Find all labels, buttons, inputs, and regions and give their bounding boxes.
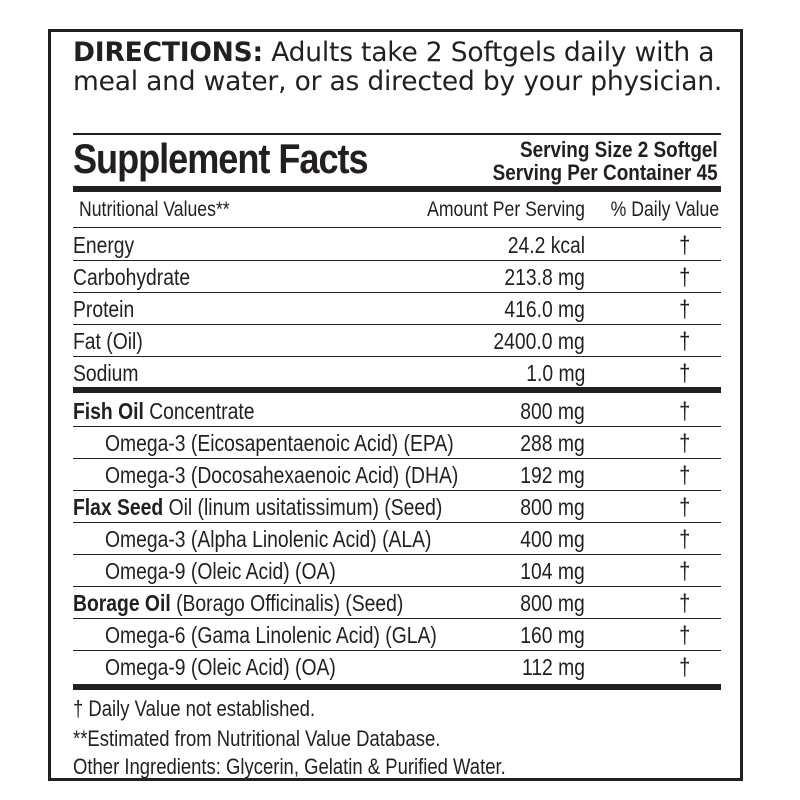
table-row (73, 428, 721, 460)
nutrient-amount: 24.2 kcal (507, 232, 585, 258)
ingredient-name-bold: Flax Seed (73, 494, 164, 520)
row-divider (73, 292, 721, 293)
table-row (73, 230, 721, 262)
header-amount: Amount Per Serving (427, 198, 585, 221)
header-daily-value: % Daily Value (610, 198, 719, 221)
table-row (73, 556, 721, 588)
row-divider (73, 356, 721, 357)
table-row (73, 652, 721, 684)
other-ingredients: Other Ingredients: Glycerin, Gelatin & Purified Water. (73, 754, 506, 779)
table-row (73, 262, 721, 294)
daily-value-mark: † (678, 360, 690, 387)
row-divider (73, 554, 721, 555)
page-title: Supplement Facts (73, 135, 368, 182)
daily-value-mark: † (678, 622, 690, 649)
table-row (73, 294, 721, 326)
ingredient-amount: 800 mg (520, 590, 585, 616)
daily-value-mark: † (678, 264, 690, 291)
ingredient-name-rest: Omega-3 (Alpha Linolenic Acid) (ALA) (105, 526, 432, 552)
daily-value-mark: † (678, 494, 690, 521)
footnote-dagger: † Daily Value not established. (73, 696, 316, 721)
daily-value-mark: † (678, 526, 690, 553)
ingredient-name-rest: Omega-9 (Oleic Acid) (OA) (105, 654, 336, 680)
daily-value-mark: † (678, 232, 690, 259)
ingredient-amount: 288 mg (520, 430, 585, 456)
row-divider (73, 260, 721, 261)
daily-value-mark: † (678, 654, 690, 681)
directions-label: DIRECTIONS: (73, 37, 263, 68)
serving-info (493, 138, 718, 184)
ingredient-name (105, 558, 336, 585)
nutrient-amount: 2400.0 mg (493, 328, 585, 354)
daily-value-mark: † (678, 296, 690, 323)
daily-value-mark: † (678, 430, 690, 457)
ingredient-name (73, 590, 403, 617)
divider-heavy-mid (73, 387, 721, 393)
supplement-facts-panel (48, 29, 743, 781)
ingredient-name-rest: Omega-9 (Oleic Acid) (OA) (105, 558, 336, 584)
table-row (73, 620, 721, 652)
table-row (73, 358, 721, 390)
row-divider (73, 586, 721, 587)
ingredient-name-rest: (Borago Officinalis) (Seed) (170, 590, 404, 616)
ingredient-name-rest: Omega-6 (Gama Linolenic Acid) (GLA) (105, 622, 437, 648)
ingredient-amount: 192 mg (520, 462, 585, 488)
table-row (73, 524, 721, 556)
daily-value-mark: † (678, 590, 690, 617)
ingredient-name (105, 462, 458, 489)
row-divider (73, 324, 721, 325)
ingredient-name-rest: Omega-3 (Docosahexaenoic Acid) (DHA) (105, 462, 459, 488)
ingredient-name-bold: Borage Oil (73, 590, 171, 616)
row-divider (73, 618, 721, 619)
ingredient-amount: 400 mg (520, 526, 585, 552)
ingredient-name (105, 654, 336, 681)
directions-text (73, 38, 733, 96)
nutrient-name: Energy (73, 232, 135, 258)
header-nutritional-values: Nutritional Values** (79, 198, 230, 221)
table-row (73, 326, 721, 358)
divider-heavy-bottom (73, 684, 721, 690)
ingredient-name-rest: Oil (linum usitatissimum) (Seed) (163, 494, 443, 520)
ingredient-name (105, 526, 431, 553)
ingredient-amount: 112 mg (521, 654, 585, 680)
ingredient-name (105, 430, 454, 457)
table-header (73, 196, 721, 226)
table-row (73, 492, 721, 524)
table-row (73, 460, 721, 492)
serving-size: Serving Size 2 Softgel (520, 137, 718, 162)
ingredient-amount: 160 mg (520, 622, 585, 648)
daily-value-mark: † (678, 558, 690, 585)
divider-heavy-title (73, 186, 721, 192)
ingredient-amount: 104 mg (520, 558, 585, 584)
ingredient-name-bold: Fish Oil (73, 398, 144, 424)
ingredient-amount: 800 mg (520, 398, 585, 424)
row-divider (73, 650, 721, 651)
row-divider (73, 426, 721, 427)
ingredient-name-rest: Concentrate (143, 398, 255, 424)
ingredient-amount: 800 mg (520, 494, 585, 520)
nutrient-amount: 213.8 mg (504, 264, 585, 290)
ingredient-name (105, 622, 437, 649)
nutrient-amount: 416.0 mg (504, 296, 585, 322)
nutrient-name: Protein (73, 296, 135, 322)
footnote-estimated: **Estimated from Nutritional Value Database. (73, 726, 441, 751)
nutrient-name: Fat (Oil) (73, 328, 143, 354)
servings-per-container: Serving Per Container 45 (492, 160, 718, 185)
ingredient-name (73, 398, 254, 425)
daily-value-mark: † (678, 398, 690, 425)
nutrient-amount: 1.0 mg (525, 360, 585, 386)
nutrient-name: Sodium (73, 360, 139, 386)
ingredient-name-rest: Omega-3 (Eicosapentaenoic Acid) (EPA) (105, 430, 454, 456)
ingredient-name (73, 494, 442, 521)
nutrient-name: Carbohydrate (73, 264, 191, 290)
row-divider (73, 490, 721, 491)
daily-value-mark: † (678, 328, 690, 355)
divider-header (73, 227, 721, 228)
row-divider (73, 458, 721, 459)
table-row (73, 588, 721, 620)
table-row (73, 396, 721, 428)
directions-body: Adults take 2 Softgels daily with a meal and water, or as directed by your physician. (73, 37, 723, 97)
row-divider (73, 522, 721, 523)
daily-value-mark: † (678, 462, 690, 489)
